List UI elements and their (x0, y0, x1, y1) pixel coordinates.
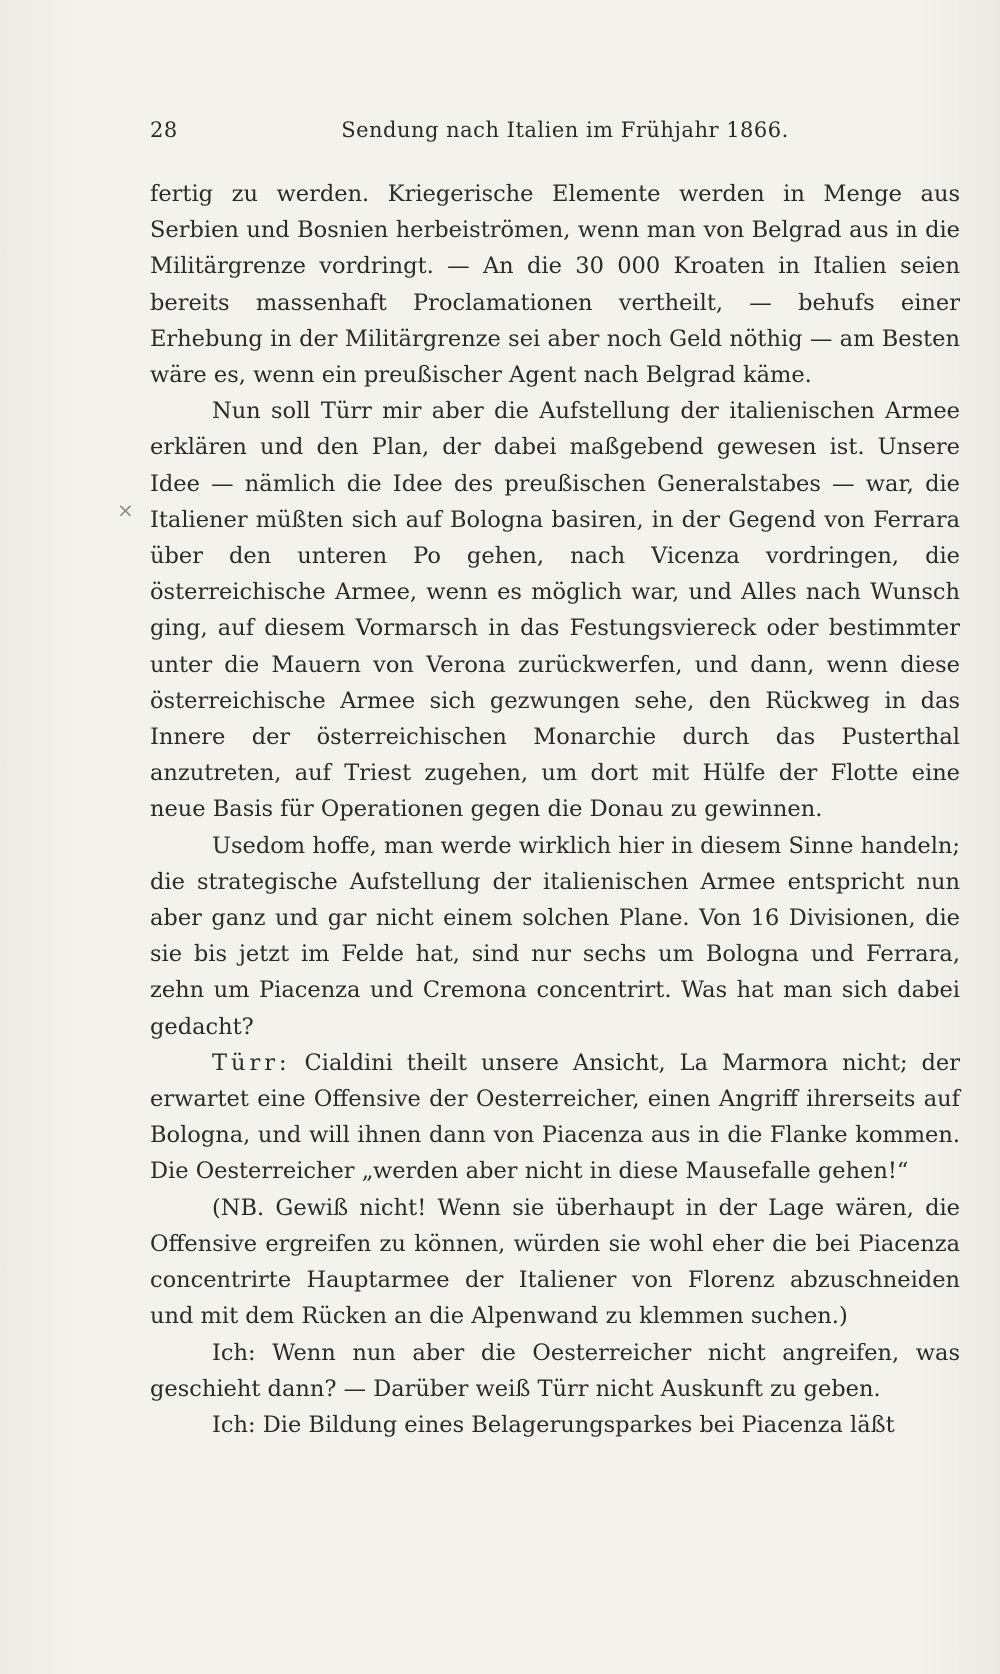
paragraph-text: (NB. Gewiß nicht! Wenn sie überhaupt in der Lage wären, die Offensive ergreifen zu können, würden sie wohl eher die bei Piacenza concentrirte Hauptarmee der Italiener von Florenz abzuschneiden und mit dem Rücken an die Alpenwand zu klemmen suchen.) (150, 1194, 960, 1330)
paragraph-text: Die Bildung eines Belagerungsparkes bei Piacenza läßt (255, 1411, 895, 1438)
paragraph-text: Usedom hoffe, man werde wirklich hier in diesem Sinne handeln; die strategische Aufstellung der italienischen Armee entspricht nun aber ganz und gar nicht einem solchen Plane. Von 16 Divisionen, die sie bis jetzt im Felde hat, sind nur sechs um Bologna und Ferrara, zehn um Piacenza und Cremona concentrirt. Was hat man sich dabei gedacht? (150, 832, 960, 1040)
paragraph-text: fertig zu werden. Kriegerische Elemente werden in Menge aus Serbien und Bosnien herbeiströmen, wenn man von Belgrad aus in die Militärgrenze vordringt. — An die 30 000 Kroaten in Italien seien bereits massenhaft Proclamationen vertheilt, — behufs einer Erhebung in der Militärgrenze sei aber noch Geld nöthig — am Besten wäre es, wenn ein preußischer Agent nach Belgrad käme. (150, 181, 960, 389)
paragraph (150, 1190, 960, 1335)
body-text (150, 176, 960, 1443)
running-head: Sendung nach Italien im Frühjahr 1866. (341, 118, 789, 142)
speaker-label: Ich: (212, 1339, 256, 1366)
paragraph-text: Wenn nun aber die Oesterreicher nicht angreifen, was geschieht dann? — Darüber weiß Türr nicht Auskunft zu geben. (150, 1339, 960, 1402)
page-header (150, 118, 950, 142)
margin-pencil-mark: × (117, 498, 134, 522)
page-number: 28 (150, 118, 178, 142)
paragraph (150, 1335, 960, 1407)
paragraph (150, 1407, 960, 1443)
speaker-label: Ich: (212, 1411, 256, 1438)
paragraph (150, 828, 960, 1045)
paragraph (150, 393, 960, 827)
paragraph-text: Nun soll Türr mir aber die Aufstellung der italienischen Armee erklären und den Plan, der dabei maßgebend gewesen ist. Unsere Idee — nämlich die Idee des preußischen Generalstabes — war, die Italiener müßten sich auf Bologna basiren, in der Gegend von Ferrara über den unteren Po gehen, nach Vicenza vordringen, die österreichische Armee, wenn es möglich war, und Alles nach Wunsch ging, auf diesem Vormarsch in das Festungsviereck oder bestimmter unter die Mauern von Verona zurückwerfen, und dann, wenn diese österreichische Armee sich gezwungen sehe, den Rückweg in das Innere der österreichischen Monarchie durch das Pusterthal anzutreten, auf Triest zugehen, um dort mit Hülfe der Flotte eine neue Basis für Operationen gegen die Donau zu gewinnen. (150, 398, 960, 823)
paragraph-text: Cialdini theilt unsere Ansicht, La Marmora nicht; der erwartet eine Offensive der Oesterreicher, einen Angriff ihrerseits auf Bologna, und will ihnen dann von Piacenza aus in die Flanke kommen. Die Oesterreicher „werden aber nicht in diese Mausefalle gehen!“ (150, 1049, 960, 1185)
paragraph (150, 1045, 960, 1190)
speaker-label: Türr: (212, 1049, 291, 1076)
paragraph (150, 176, 960, 393)
